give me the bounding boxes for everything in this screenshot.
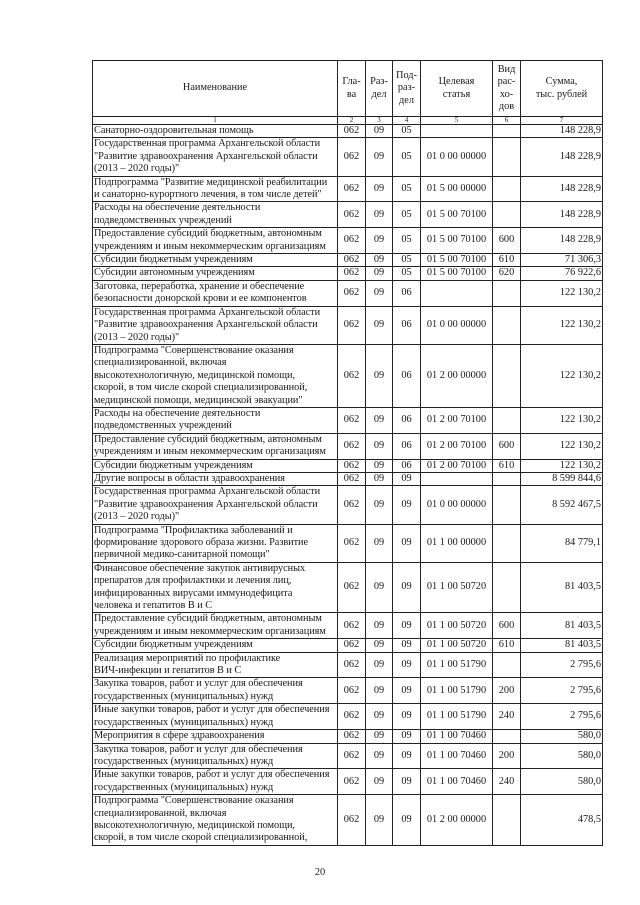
cell-celevaya-statya: 01 2 00 00000 — [421, 344, 493, 407]
cell-razdel: 09 — [366, 267, 393, 280]
cell-summa: 8 592 467,5 — [521, 486, 603, 524]
column-number: 6 — [493, 117, 521, 125]
cell-summa: 122 130,2 — [521, 407, 603, 433]
cell-razdel: 09 — [366, 795, 393, 846]
cell-name: Иные закупки товаров, работ и услуг для обеспечения государственных (муниципальных) нужд — [93, 769, 338, 795]
cell-celevaya-statya: 01 5 00 70100 — [421, 267, 493, 280]
cell-celevaya-statya: 01 1 00 70460 — [421, 743, 493, 769]
cell-vid-rashodov — [493, 730, 521, 743]
cell-celevaya-statya — [421, 125, 493, 138]
cell-celevaya-statya: 01 0 00 00000 — [421, 486, 493, 524]
cell-summa: 122 130,2 — [521, 433, 603, 459]
cell-summa: 148 228,9 — [521, 228, 603, 254]
cell-glava: 062 — [338, 280, 366, 306]
cell-celevaya-statya: 01 1 00 50720 — [421, 562, 493, 613]
cell-celevaya-statya: 01 0 00 00000 — [421, 306, 493, 344]
cell-glava: 062 — [338, 769, 366, 795]
cell-celevaya-statya: 01 1 00 70460 — [421, 730, 493, 743]
cell-summa: 84 779,1 — [521, 524, 603, 562]
cell-name: Заготовка, переработка, хранение и обеспечение безопасности донорской крови и ее компонентов — [93, 280, 338, 306]
cell-name: Подпрограмма "Развитие медицинской реабилитации и санаторно-курортного лечения, в том числе детей" — [93, 176, 338, 202]
cell-podrazdel: 05 — [393, 138, 421, 176]
table-row — [93, 704, 603, 730]
column-number: 4 — [393, 117, 421, 125]
cell-name: Санаторно-оздоровительная помощь — [93, 125, 338, 138]
cell-glava: 062 — [338, 613, 366, 639]
cell-podrazdel: 09 — [393, 639, 421, 652]
cell-summa: 580,0 — [521, 730, 603, 743]
cell-podrazdel: 06 — [393, 280, 421, 306]
cell-celevaya-statya: 01 5 00 70100 — [421, 254, 493, 267]
cell-vid-rashodov — [493, 795, 521, 846]
header-celevaya-statya: Целевая статья — [421, 61, 493, 117]
cell-vid-rashodov — [493, 486, 521, 524]
cell-razdel: 09 — [366, 280, 393, 306]
cell-celevaya-statya: 01 1 00 00000 — [421, 524, 493, 562]
table-row — [93, 743, 603, 769]
cell-razdel: 09 — [366, 138, 393, 176]
table-row — [93, 652, 603, 678]
cell-razdel: 09 — [366, 254, 393, 267]
cell-name: Предоставление субсидий бюджетным, автономным учреждениям и иным некоммерческим организациям — [93, 433, 338, 459]
cell-podrazdel: 06 — [393, 459, 421, 472]
cell-razdel: 09 — [366, 344, 393, 407]
cell-vid-rashodov: 600 — [493, 433, 521, 459]
cell-glava: 062 — [338, 228, 366, 254]
cell-podrazdel: 05 — [393, 176, 421, 202]
cell-summa: 2 795,6 — [521, 678, 603, 704]
cell-glava: 062 — [338, 176, 366, 202]
header-name: Наименование — [93, 61, 338, 117]
table-row — [93, 228, 603, 254]
cell-name: Предоставление субсидий бюджетным, автономным учреждениям и иным некоммерческим организациям — [93, 228, 338, 254]
cell-celevaya-statya: 01 2 00 70100 — [421, 407, 493, 433]
cell-glava: 062 — [338, 138, 366, 176]
cell-vid-rashodov — [493, 306, 521, 344]
cell-vid-rashodov — [493, 125, 521, 138]
cell-razdel: 09 — [366, 652, 393, 678]
cell-summa: 81 403,5 — [521, 562, 603, 613]
cell-glava: 062 — [338, 306, 366, 344]
cell-glava: 062 — [338, 254, 366, 267]
cell-summa: 148 228,9 — [521, 138, 603, 176]
table-row — [93, 562, 603, 613]
cell-podrazdel: 09 — [393, 486, 421, 524]
cell-glava: 062 — [338, 795, 366, 846]
table-row — [93, 280, 603, 306]
cell-summa: 2 795,6 — [521, 652, 603, 678]
cell-name: Субсидии автономным учреждениям — [93, 267, 338, 280]
table-row — [93, 795, 603, 846]
page-number: 20 — [314, 867, 326, 878]
cell-razdel: 09 — [366, 613, 393, 639]
cell-celevaya-statya: 01 1 00 51790 — [421, 652, 493, 678]
header-razdel: Раз- дел — [366, 61, 393, 117]
cell-name: Государственная программа Архангельской области "Развитие здравоохранения Архангельской области (2013 – 2020 годы)" — [93, 138, 338, 176]
cell-glava: 062 — [338, 344, 366, 407]
table-row — [93, 202, 603, 228]
header-row — [93, 61, 603, 117]
cell-razdel: 09 — [366, 743, 393, 769]
cell-podrazdel: 09 — [393, 769, 421, 795]
cell-celevaya-statya — [421, 280, 493, 306]
cell-name: Подпрограмма "Профилактика заболеваний и формирование здорового образа жизни. Развитие первичной медико-санитарной помощи" — [93, 524, 338, 562]
cell-summa: 122 130,2 — [521, 306, 603, 344]
cell-name: Мероприятия в сфере здравоохранения — [93, 730, 338, 743]
cell-celevaya-statya: 01 2 00 00000 — [421, 795, 493, 846]
cell-podrazdel: 09 — [393, 524, 421, 562]
cell-name: Субсидии бюджетным учреждениям — [93, 639, 338, 652]
cell-podrazdel: 09 — [393, 613, 421, 639]
cell-razdel: 09 — [366, 472, 393, 485]
cell-glava: 062 — [338, 407, 366, 433]
cell-summa: 148 228,9 — [521, 202, 603, 228]
cell-celevaya-statya: 01 0 00 00000 — [421, 138, 493, 176]
cell-podrazdel: 06 — [393, 433, 421, 459]
cell-glava: 062 — [338, 459, 366, 472]
cell-name: Расходы на обеспечение деятельности подведомственных учреждений — [93, 407, 338, 433]
cell-razdel: 09 — [366, 228, 393, 254]
cell-podrazdel: 09 — [393, 704, 421, 730]
table-row — [93, 459, 603, 472]
cell-vid-rashodov: 240 — [493, 769, 521, 795]
cell-vid-rashodov — [493, 176, 521, 202]
cell-podrazdel: 05 — [393, 228, 421, 254]
cell-name: Подпрограмма "Совершенствование оказания специализированной, включая высокотехнологичную, медицинской помощи, скорой, в том числе скорой специализированной, медицинской помощи, медицинской эвакуации" — [93, 344, 338, 407]
cell-celevaya-statya: 01 5 00 70100 — [421, 228, 493, 254]
cell-summa: 76 922,6 — [521, 267, 603, 280]
cell-summa: 81 403,5 — [521, 639, 603, 652]
cell-vid-rashodov: 200 — [493, 743, 521, 769]
cell-celevaya-statya: 01 1 00 50720 — [421, 613, 493, 639]
cell-vid-rashodov — [493, 138, 521, 176]
cell-razdel: 09 — [366, 125, 393, 138]
table-row — [93, 138, 603, 176]
cell-podrazdel: 06 — [393, 306, 421, 344]
cell-summa: 122 130,2 — [521, 344, 603, 407]
cell-celevaya-statya: 01 2 00 70100 — [421, 433, 493, 459]
cell-name: Закупка товаров, работ и услуг для обеспечения государственных (муниципальных) нужд — [93, 678, 338, 704]
cell-vid-rashodov — [493, 407, 521, 433]
cell-name: Реализация мероприятий по профилактике ВИЧ-инфекции и гепатитов В и С — [93, 652, 338, 678]
cell-celevaya-statya: 01 5 00 70100 — [421, 202, 493, 228]
column-number: 1 — [93, 117, 338, 125]
cell-celevaya-statya: 01 1 00 51790 — [421, 678, 493, 704]
cell-summa: 122 130,2 — [521, 459, 603, 472]
cell-vid-rashodov — [493, 472, 521, 485]
header-summa: Сумма, тыс. рублей — [521, 61, 603, 117]
column-number: 5 — [421, 117, 493, 125]
cell-name: Государственная программа Архангельской области "Развитие здравоохранения Архангельской области (2013 – 2020 годы)" — [93, 486, 338, 524]
table-body — [93, 125, 603, 846]
cell-glava: 062 — [338, 486, 366, 524]
cell-glava: 062 — [338, 433, 366, 459]
cell-glava: 062 — [338, 524, 366, 562]
table-row — [93, 678, 603, 704]
cell-podrazdel: 05 — [393, 267, 421, 280]
table-row — [93, 613, 603, 639]
cell-glava: 062 — [338, 125, 366, 138]
cell-summa: 478,5 — [521, 795, 603, 846]
cell-vid-rashodov — [493, 562, 521, 613]
cell-celevaya-statya: 01 1 00 70460 — [421, 769, 493, 795]
cell-razdel: 09 — [366, 176, 393, 202]
cell-glava: 062 — [338, 704, 366, 730]
column-number: 2 — [338, 117, 366, 125]
cell-podrazdel: 05 — [393, 125, 421, 138]
cell-podrazdel: 09 — [393, 743, 421, 769]
cell-podrazdel: 09 — [393, 730, 421, 743]
cell-vid-rashodov: 600 — [493, 613, 521, 639]
cell-name: Другие вопросы в области здравоохранения — [93, 472, 338, 485]
cell-glava: 062 — [338, 652, 366, 678]
cell-glava: 062 — [338, 562, 366, 613]
cell-celevaya-statya: 01 1 00 50720 — [421, 639, 493, 652]
cell-razdel: 09 — [366, 459, 393, 472]
cell-vid-rashodov — [493, 344, 521, 407]
cell-glava: 062 — [338, 743, 366, 769]
cell-vid-rashodov: 600 — [493, 228, 521, 254]
cell-razdel: 09 — [366, 769, 393, 795]
cell-name: Финансовое обеспечение закупок антивирусных препаратов для профилактики и лечения лиц, инфицированных вирусами иммунодефицита человека и гепатитов В и С — [93, 562, 338, 613]
cell-podrazdel: 09 — [393, 652, 421, 678]
cell-name: Расходы на обеспечение деятельности подведомственных учреждений — [93, 202, 338, 228]
cell-podrazdel: 09 — [393, 795, 421, 846]
cell-summa: 2 795,6 — [521, 704, 603, 730]
header-podrazdel: Под- раз- дел — [393, 61, 421, 117]
cell-name: Субсидии бюджетным учреждениям — [93, 254, 338, 267]
cell-name: Закупка товаров, работ и услуг для обеспечения государственных (муниципальных) нужд — [93, 743, 338, 769]
cell-summa: 580,0 — [521, 743, 603, 769]
cell-summa: 8 599 844,6 — [521, 472, 603, 485]
table-row — [93, 407, 603, 433]
cell-glava: 062 — [338, 730, 366, 743]
cell-vid-rashodov — [493, 652, 521, 678]
table-row — [93, 639, 603, 652]
cell-glava: 062 — [338, 639, 366, 652]
budget-table — [92, 60, 603, 846]
table-row — [93, 769, 603, 795]
cell-name: Государственная программа Архангельской области "Развитие здравоохранения Архангельской области (2013 – 2020 годы)" — [93, 306, 338, 344]
cell-razdel: 09 — [366, 306, 393, 344]
table-row — [93, 344, 603, 407]
table-row — [93, 524, 603, 562]
header-glava: Гла- ва — [338, 61, 366, 117]
cell-summa: 81 403,5 — [521, 613, 603, 639]
cell-razdel: 09 — [366, 433, 393, 459]
header-vid-rashodov: Вид рас- хо- дов — [493, 61, 521, 117]
cell-podrazdel: 05 — [393, 254, 421, 267]
cell-celevaya-statya: 01 5 00 00000 — [421, 176, 493, 202]
table-row — [93, 730, 603, 743]
cell-name: Предоставление субсидий бюджетным, автономным учреждениям и иным некоммерческим организациям — [93, 613, 338, 639]
cell-razdel: 09 — [366, 524, 393, 562]
cell-summa: 71 306,3 — [521, 254, 603, 267]
cell-razdel: 09 — [366, 639, 393, 652]
cell-podrazdel: 09 — [393, 562, 421, 613]
cell-celevaya-statya — [421, 472, 493, 485]
cell-razdel: 09 — [366, 407, 393, 433]
table-row — [93, 433, 603, 459]
cell-podrazdel: 05 — [393, 202, 421, 228]
cell-vid-rashodov — [493, 524, 521, 562]
cell-summa: 148 228,9 — [521, 125, 603, 138]
cell-vid-rashodov — [493, 280, 521, 306]
cell-podrazdel: 09 — [393, 472, 421, 485]
cell-vid-rashodov: 610 — [493, 254, 521, 267]
column-number: 3 — [366, 117, 393, 125]
cell-celevaya-statya: 01 1 00 51790 — [421, 704, 493, 730]
cell-razdel: 09 — [366, 730, 393, 743]
cell-name: Подпрограмма "Совершенствование оказания специализированной, включая высокотехнологичную, медицинской помощи, скорой, в том числе скорой специализированной, — [93, 795, 338, 846]
cell-podrazdel: 06 — [393, 407, 421, 433]
cell-summa: 148 228,9 — [521, 176, 603, 202]
cell-vid-rashodov: 610 — [493, 639, 521, 652]
cell-celevaya-statya: 01 2 00 70100 — [421, 459, 493, 472]
table-row — [93, 486, 603, 524]
cell-vid-rashodov: 610 — [493, 459, 521, 472]
cell-podrazdel: 09 — [393, 678, 421, 704]
cell-razdel: 09 — [366, 562, 393, 613]
column-number-row — [93, 117, 603, 125]
cell-vid-rashodov: 240 — [493, 704, 521, 730]
cell-name: Субсидии бюджетным учреждениям — [93, 459, 338, 472]
table-row — [93, 306, 603, 344]
table-row — [93, 254, 603, 267]
table-row — [93, 472, 603, 485]
cell-razdel: 09 — [366, 678, 393, 704]
cell-podrazdel: 06 — [393, 344, 421, 407]
cell-glava: 062 — [338, 267, 366, 280]
cell-name: Иные закупки товаров, работ и услуг для обеспечения государственных (муниципальных) нужд — [93, 704, 338, 730]
cell-glava: 062 — [338, 202, 366, 228]
cell-vid-rashodov: 620 — [493, 267, 521, 280]
table-row — [93, 176, 603, 202]
cell-summa: 580,0 — [521, 769, 603, 795]
cell-glava: 062 — [338, 678, 366, 704]
cell-razdel: 09 — [366, 704, 393, 730]
cell-summa: 122 130,2 — [521, 280, 603, 306]
table-row — [93, 267, 603, 280]
cell-razdel: 09 — [366, 202, 393, 228]
cell-vid-rashodov — [493, 202, 521, 228]
column-number: 7 — [521, 117, 603, 125]
cell-razdel: 09 — [366, 486, 393, 524]
cell-glava: 062 — [338, 472, 366, 485]
cell-vid-rashodov: 200 — [493, 678, 521, 704]
table-row — [93, 125, 603, 138]
